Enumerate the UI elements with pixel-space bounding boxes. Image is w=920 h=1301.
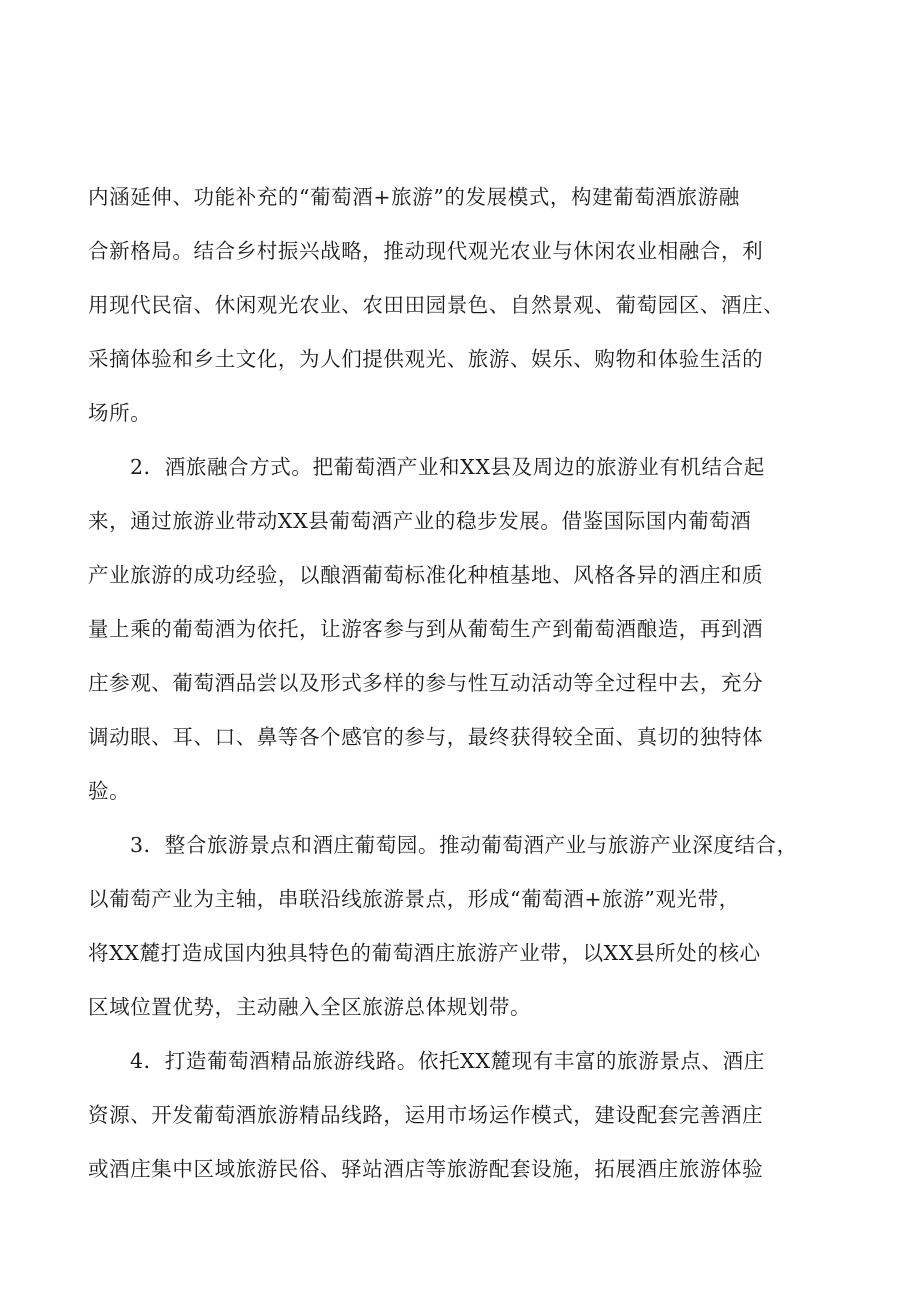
text-line: 庄参观、葡萄酒品尝以及形式多样的参与性互动活动等全过程中去，充分 xyxy=(88,671,764,695)
text-line: 将XX麓打造成国内独具特色的葡萄酒庄旅游产业带，以XX县所处的核心 xyxy=(88,941,761,965)
text-line: 内涵延伸、功能补充的“葡萄酒+旅游”的发展模式，构建葡萄酒旅游融 xyxy=(88,185,740,209)
text-line: 区域位置优势，主动融入全区旅游总体规划带。 xyxy=(88,995,532,1019)
paragraph-3-integrate-scenic-spots xyxy=(88,818,840,1034)
text-line-first: 3．整合旅游景点和酒庄葡萄园。推动葡萄酒产业与旅游产业深度结合， xyxy=(130,833,798,857)
text-line: 验。 xyxy=(88,779,131,803)
paragraph-2-wine-tourism-integration xyxy=(88,440,840,818)
paragraph-4-boutique-routes xyxy=(88,1034,840,1196)
text-line: 或酒庄集中区域旅游民俗、驿站酒店等旅游配套设施，拓展酒庄旅游体验 xyxy=(88,1157,764,1181)
paragraph-continuation xyxy=(88,170,840,440)
text-line-first: 2．酒旅融合方式。把葡萄酒产业和XX县及周边的旅游业有机结合起 xyxy=(130,455,765,479)
document-page xyxy=(88,170,840,1196)
text-line: 用现代民宿、休闲观光农业、农田田园景色、自然景观、葡萄园区、酒庄、 xyxy=(88,293,785,317)
text-line: 调动眼、耳、口、鼻等各个感官的参与，最终获得较全面、真切的独特体 xyxy=(88,725,764,749)
text-line: 以葡萄产业为主轴，串联沿线旅游景点，形成“葡萄酒+旅游”观光带， xyxy=(88,887,740,911)
text-line: 来，通过旅游业带动XX县葡萄酒产业的稳步发展。借鉴国际国内葡萄酒 xyxy=(88,509,752,533)
text-line: 量上乘的葡萄酒为依托，让游客参与到从葡萄生产到葡萄酒酿造，再到酒 xyxy=(88,617,764,641)
text-line: 资源、开发葡萄酒旅游精品线路，运用市场运作模式，建设配套完善酒庄 xyxy=(88,1103,764,1127)
text-line: 采摘体验和乡土文化，为人们提供观光、旅游、娱乐、购物和体验生活的 xyxy=(88,347,764,371)
text-line-first: 4．打造葡萄酒精品旅游线路。依托XX麓现有丰富的旅游景点、酒庄 xyxy=(130,1049,765,1073)
text-line: 场所。 xyxy=(88,401,152,425)
text-line: 产业旅游的成功经验，以酿酒葡萄标准化种植基地、风格各异的酒庄和质 xyxy=(88,563,764,587)
text-line: 合新格局。结合乡村振兴战略，推动现代观光农业与休闲农业相融合，利 xyxy=(88,239,764,263)
